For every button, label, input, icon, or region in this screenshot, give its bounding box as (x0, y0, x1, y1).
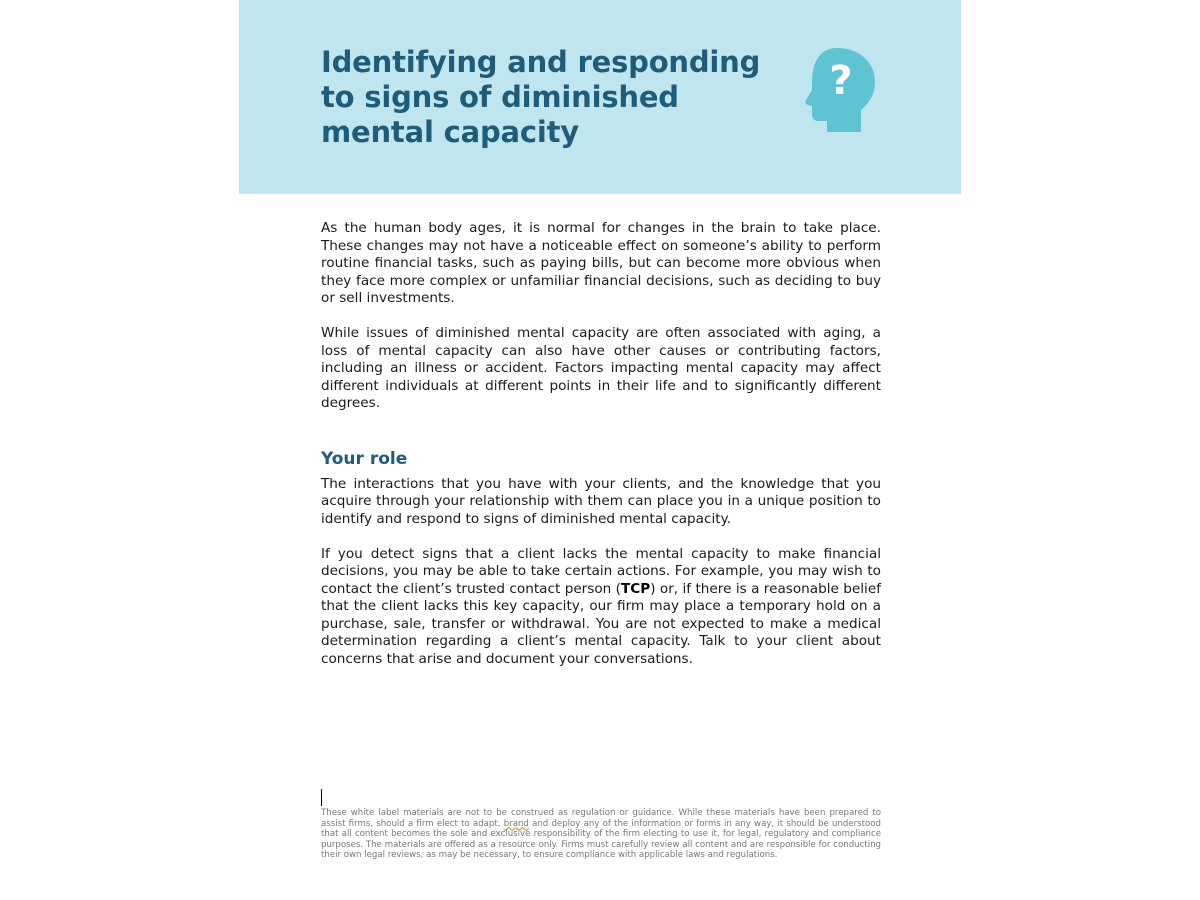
role-paragraph-1: The interactions that you have with your clients, and the knowledge that you acquire through your relationship with them can place you in a unique position to identify and respond to signs of diminished mental capacity. (321, 475, 881, 527)
role-paragraph-2 (321, 546, 881, 669)
intro-paragraph-2: While issues of diminished mental capacity are often associated with aging, a loss of mental capacity can also have other causes or contributing factors, including an illness or accident. Factors impacting mental capacity may affect different individuals at different points in their life and to significantly different degrees. (321, 325, 881, 411)
tcp-abbreviation: TCP (620, 580, 651, 597)
head-question-icon (797, 44, 879, 134)
disclaimer-text (321, 808, 881, 861)
intro-paragraph-1: As the human body ages, it is normal for changes in the brain to take place. These changes may not have a noticeable effect on someone’s ability to perform routine financial tasks, such as paying bills, but can become more obvious when they face more complex or unfamiliar financial decisions, such as deciding to buy or sell investments. (321, 220, 881, 306)
section-heading-your-role: Your role (321, 448, 408, 469)
role-paragraph-2-start: If you detect signs that a client lacks the mental capacity to make financial decisions, you may be able to take certain actions. For example, you may wish to contact the client’s trusted contact person ( (321, 545, 881, 597)
text-cursor (321, 789, 322, 806)
spelling-flag[interactable]: brand (503, 818, 529, 829)
disclaimer-start: These white label materials are not to be construed as regulation or guidance. While these materials have been prepared to assist firms, should a firm elect to adapt, (321, 808, 881, 829)
body-text (321, 220, 881, 686)
svg-text:?: ? (829, 58, 853, 104)
role-paragraph-2-end: ) or, if there is a reasonable belief that the client lacks this key capacity, our firm may place a temporary hold on a purchase, sale, transfer or withdrawal. You are not expected to make a medical determination regarding a client’s mental capacity. Talk to your client about concerns that arise and document your conversations. (321, 580, 881, 667)
document-page (239, 0, 961, 900)
header-band (239, 0, 961, 194)
page-title: Identifying and responding to signs of diminished mental capacity (321, 45, 761, 149)
disclaimer-end: and deploy any of the information or forms in any way, it should be understood that all content becomes the sole and exclusive responsibility of the firm electing to use it, for legal, regulatory and compliance purposes. The materials are offered as a resource only. Firms must carefully review all content and are responsible for conducting their own legal reviews, as may be necessary, to ensure compliance with applicable laws and regulations. (321, 818, 881, 861)
